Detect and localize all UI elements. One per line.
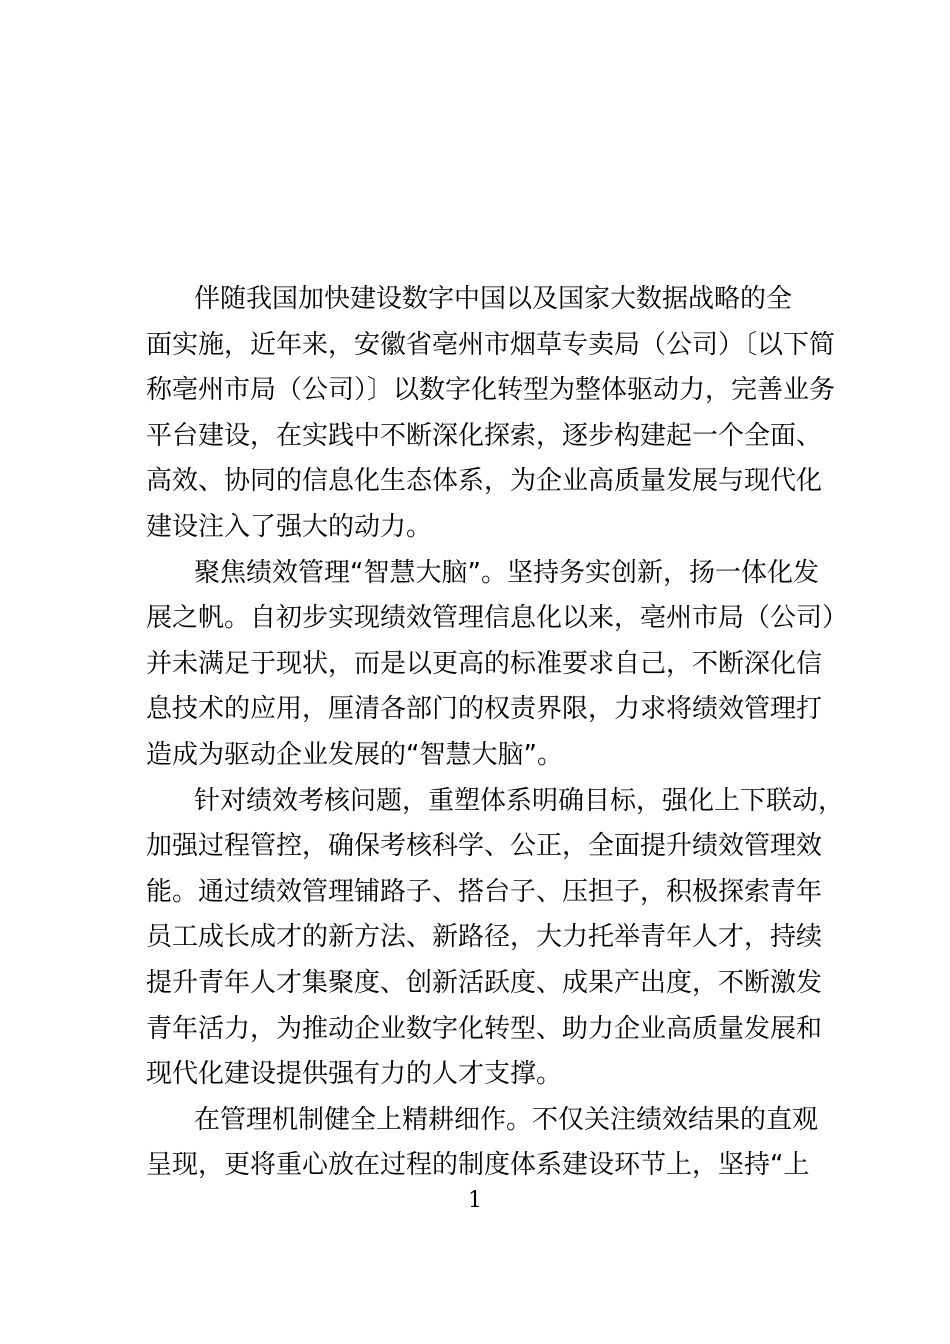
- body-text: [146, 277, 849, 1189]
- paragraph-line: 伴随我国加快建设数字中国以及国家大数据战略的全: [194, 284, 793, 314]
- paragraph-line: 在管理机制健全上精耕细作。不仅关注绩效结果的直观: [194, 1104, 819, 1135]
- paragraph-line: 针对绩效考核问题，重塑体系明确目标，强化上下联动，: [194, 785, 845, 816]
- paragraph-line: 现代化建设提供强有力的人才支撑。: [146, 1059, 563, 1090]
- paragraph-line: 息技术的应用，厘清各部门的权责界限，力求将绩效管理打: [146, 694, 823, 725]
- paragraph: [146, 551, 849, 779]
- paragraph-line: 展之帆。自初步实现绩效管理信息化以来，亳州市局（公司）: [146, 603, 849, 634]
- paragraph: [146, 1098, 819, 1189]
- paragraph: [146, 779, 845, 1098]
- paragraph-line: 并未满足于现状，而是以更高的标准要求自己，不断深化信: [146, 648, 823, 679]
- paragraph-line: 面实施，近年来，安徽省亳州市烟草专卖局（公司）〔以下简: [146, 329, 836, 360]
- paragraph-line: 能。通过绩效管理铺路子、搭台子、压担子，积极探索青年: [146, 876, 823, 907]
- paragraph-line: 建设注入了强大的动力。: [146, 511, 433, 542]
- paragraph-line: 造成为驱动企业发展的“智慧大脑”。: [146, 739, 563, 770]
- page-number: 1: [468, 1188, 482, 1213]
- paragraph-line: 提升青年人才集聚度、创新活跃度、成果产出度，不断激发: [146, 967, 823, 998]
- paragraph-line: 呈现，更将重心放在过程的制度体系建设环节上，坚持“上: [146, 1150, 810, 1181]
- paragraph-line: 加强过程管控，确保考核科学、公正，全面提升绩效管理效: [146, 831, 823, 862]
- paragraph: [146, 277, 836, 551]
- paragraph-line: 平台建设，在实践中不断深化探索，逐步构建起一个全面、: [146, 420, 823, 451]
- paragraph-line: 聚焦绩效管理“智慧大脑”。坚持务实创新，扬一体化发: [194, 557, 819, 588]
- paragraph-line: 称亳州市局（公司）〕以数字化转型为整体驱动力，完善业务: [146, 375, 836, 406]
- paragraph-line: 员工成长成才的新方法、新路径，大力托举青年人才，持续: [146, 922, 823, 953]
- paragraph-line: 青年活力，为推动企业数字化转型、助力企业高质量发展和: [146, 1013, 823, 1044]
- paragraph-line: 高效、协同的信息化生态体系，为企业高质量发展与现代化: [146, 466, 823, 497]
